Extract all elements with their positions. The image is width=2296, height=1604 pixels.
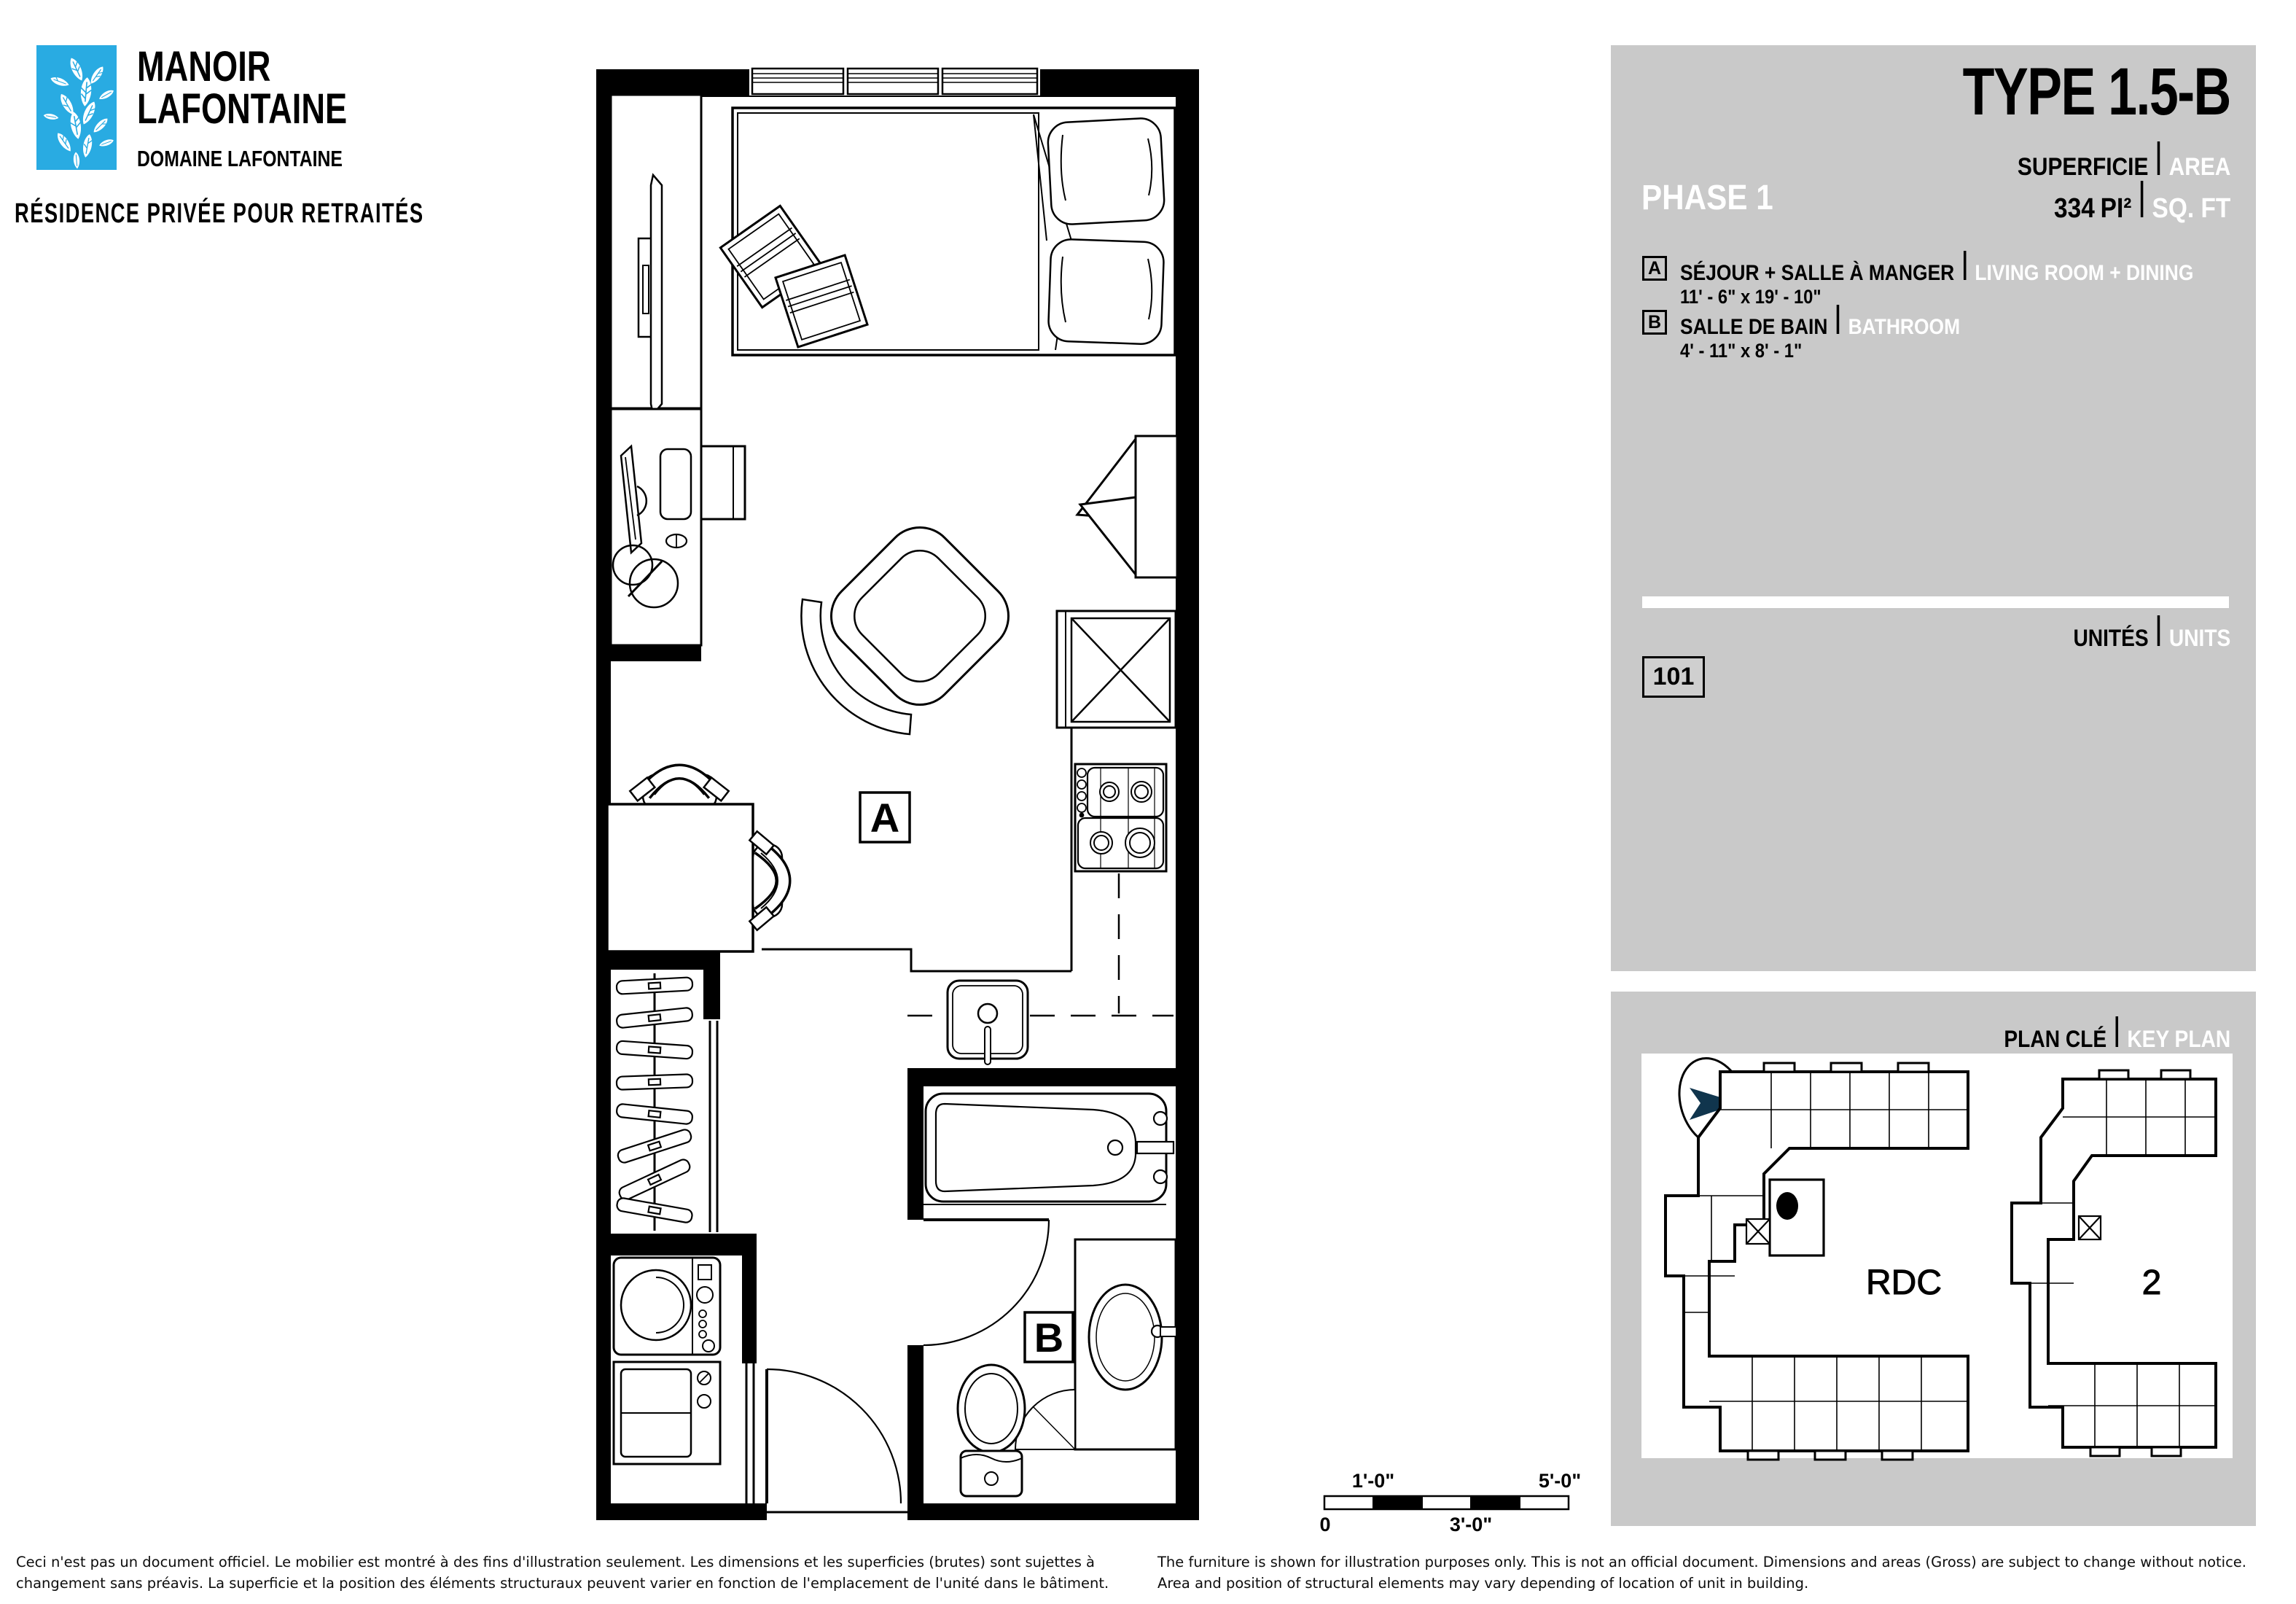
phase-label: PHASE 1	[1641, 179, 1773, 217]
storage-cabinet	[1057, 611, 1176, 728]
disclaimer-en-line2: Area and position of structural elements may vary depending of location of unit in building.	[1157, 1575, 1809, 1592]
elevator-icon	[2079, 1216, 2101, 1239]
disclaimer-fr-line1: Ceci n'est pas un document officiel. Le mobilier est montré à des fins d'illustration seulement. Les dimensions et les superficies (brutes) sont sujettes à	[16, 1554, 1096, 1570]
kitchen-sink	[948, 981, 1028, 1064]
elevator-icon	[1746, 1219, 1770, 1244]
disclaimer-fr-line2: changement sans préavis. La superficie et la position des éléments structuraux peuvent varier en fonction de l'emplacement de l'unité dans le bâtiment.	[16, 1575, 1109, 1592]
scale-5ft-label: 5'-0"	[1538, 1470, 1582, 1492]
brand-name-line2: LAFONTAINE	[137, 85, 348, 133]
legend-key-b: B	[1642, 310, 1667, 335]
legend-b-fr: SALLE DE BAIN	[1680, 315, 1828, 339]
floor-label-2: 2	[2141, 1264, 2162, 1302]
unit-101-marker	[1776, 1192, 1798, 1220]
bed	[720, 108, 1175, 355]
area-unit-en: SQ. FT	[2152, 193, 2230, 224]
brand-tagline: RÉSIDENCE PRIVÉE POUR RETRAITÉS	[15, 198, 424, 229]
legend-a-dimensions: 11' - 6" x 19' - 10"	[1680, 286, 1821, 308]
area-value: 334	[2053, 193, 2095, 224]
entry-door	[767, 1369, 901, 1503]
legend-b-en: BATHROOM	[1848, 315, 1961, 339]
window	[749, 67, 1040, 96]
floor-label-rdc: RDC	[1866, 1264, 1942, 1302]
tv-console	[611, 95, 701, 414]
legend-a-en: LIVING ROOM + DINING	[1975, 261, 2194, 285]
desk	[611, 409, 745, 645]
toilet	[958, 1365, 1025, 1496]
stove	[1075, 764, 1166, 871]
wing-chair	[1077, 436, 1177, 577]
keyboard	[660, 449, 691, 519]
scale-3ft-label: 3'-0"	[1449, 1514, 1493, 1535]
brand-name-line1: MANOIR	[137, 43, 271, 90]
scale-1ft-label: 1'-0"	[1351, 1470, 1395, 1492]
pillow	[1047, 117, 1165, 225]
room-label-a: A	[870, 795, 900, 841]
unit-number-badge: 101	[1642, 656, 1705, 698]
stove-knobs	[1077, 768, 1086, 817]
pillow	[1048, 238, 1165, 344]
bathtub	[926, 1094, 1174, 1202]
washer	[614, 1258, 720, 1355]
unit-type-title: TYPE 1.5-B	[1962, 55, 2230, 129]
dining-set	[607, 772, 784, 952]
area-unit-fr: PI²	[2100, 193, 2132, 224]
legend-key-a: A	[1642, 256, 1667, 281]
bathroom	[924, 1094, 1176, 1496]
scale-bar	[1319, 1470, 1581, 1535]
brand-logo-mark	[36, 45, 117, 170]
room-label-b: B	[1034, 1315, 1064, 1360]
floor-plan	[596, 67, 1199, 1520]
legend-a-fr: SÉJOUR + SALLE À MANGER	[1680, 261, 1955, 285]
dryer	[614, 1362, 720, 1464]
legend-b-dimensions: 4' - 11" x 8' - 1"	[1680, 340, 1803, 362]
disclaimer-en-line1: The furniture is shown for illustration purposes only. This is not an official document. Dimensions and areas (Gross) are subject to change without notice.	[1157, 1554, 2246, 1570]
vanity-sink	[1075, 1239, 1176, 1449]
key-plan-label-en: KEY PLAN	[2127, 1026, 2230, 1052]
closet	[616, 973, 693, 1231]
side-table	[701, 446, 745, 519]
units-label-en: UNITS	[2168, 625, 2230, 651]
scale-0-label: 0	[1319, 1514, 1331, 1535]
mouse	[666, 534, 687, 548]
dining-chair	[749, 831, 783, 930]
lounge-chair	[801, 513, 1023, 734]
dining-table	[607, 804, 753, 951]
area-label-fr: SUPERFICIE	[2017, 153, 2149, 181]
key-plan-label-fr: PLAN CLÉ	[2004, 1026, 2106, 1052]
brand-subtitle: DOMAINE LAFONTAINE	[137, 146, 343, 171]
units-label-fr: UNITÉS	[2073, 625, 2149, 651]
area-label-en: AREA	[2168, 153, 2230, 181]
partitions	[710, 1021, 907, 1512]
key-plan	[1641, 1049, 2233, 1460]
